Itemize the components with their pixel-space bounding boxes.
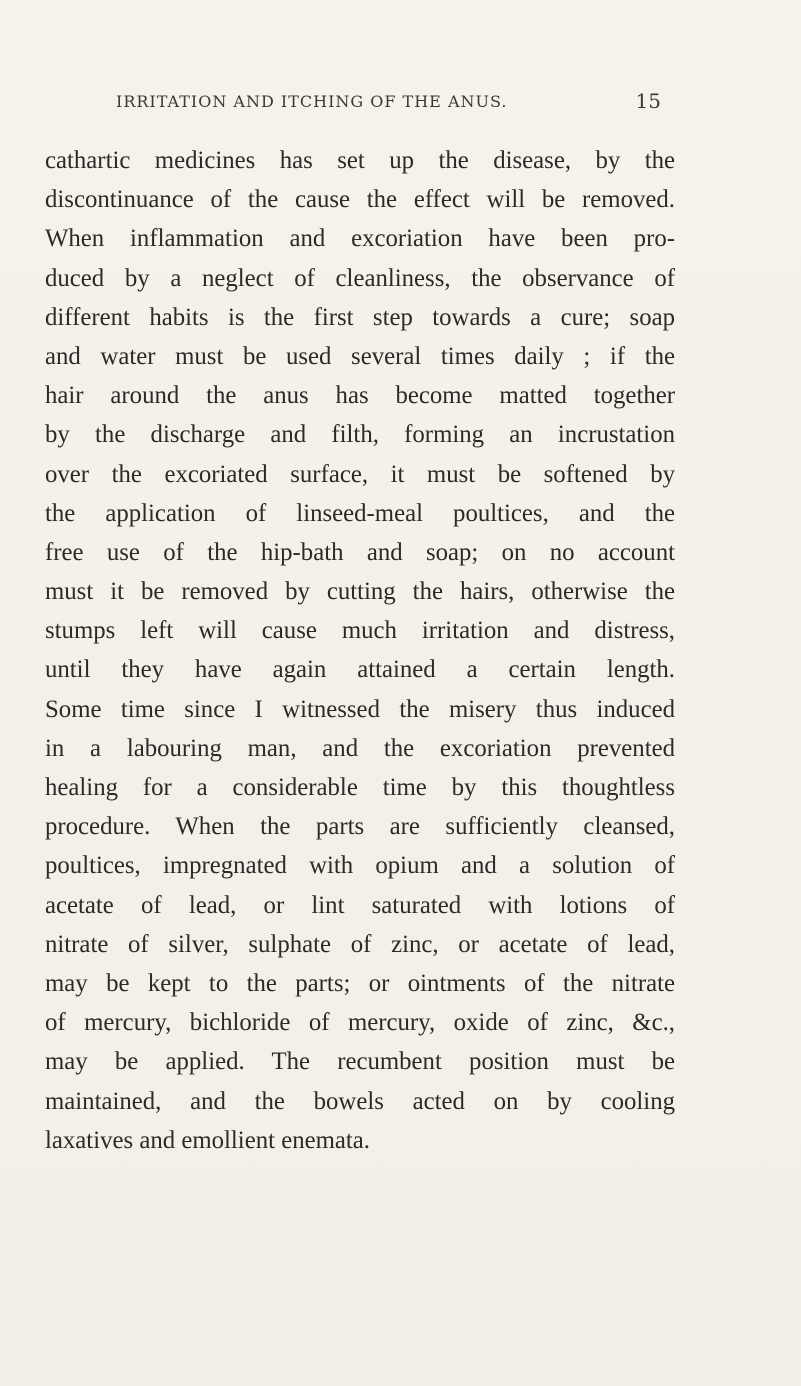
text-line: acetate of lead, or lint saturated with lotions of <box>45 891 675 919</box>
text-line: and water must be used several times daily ; if the <box>45 342 675 370</box>
text-line: maintained, and the bowels acted on by cooling <box>45 1087 675 1115</box>
running-head <box>116 89 661 116</box>
text-line: different habits is the first step towards a cure; soap <box>45 303 675 331</box>
text-line: cathartic medicines has set up the disease, by the <box>45 147 675 174</box>
text-line: Some time since I witnessed the misery thus induced <box>45 695 675 723</box>
text-line: over the excoriated surface, it must be softened by <box>45 460 675 488</box>
text-line-last: laxatives and emollient enemata. <box>45 1126 370 1154</box>
page-number: 15 <box>635 89 661 113</box>
text-line: by the discharge and filth, forming an incrustation <box>45 421 675 449</box>
text-line: discontinuance of the cause the effect will be removed. <box>45 186 675 214</box>
text-line: in a labouring man, and the excoriation prevented <box>45 734 675 762</box>
text-line: must it be removed by cutting the hairs, otherwise the <box>45 578 675 606</box>
text-line: nitrate of silver, sulphate of zinc, or acetate of lead, <box>45 930 675 958</box>
text-line: of mercury, bichloride of mercury, oxide of zinc, &c., <box>45 1009 675 1037</box>
text-line: healing for a considerable time by this thoughtless <box>45 774 675 801</box>
text-line: free use of the hip-bath and soap; on no account <box>45 538 675 566</box>
text-line: hair around the anus has become matted together <box>45 382 675 410</box>
text-line: poultices, impregnated with opium and a solution of <box>45 852 675 880</box>
text-line: may be applied. The recumbent position must be <box>45 1048 675 1076</box>
text-line: the application of linseed-meal poultices, and the <box>45 499 675 527</box>
text-line: may be kept to the parts; or ointments of the nitrate <box>45 969 675 997</box>
text-line: procedure. When the parts are sufficiently cleansed, <box>45 813 675 841</box>
text-line: duced by a neglect of cleanliness, the observance of <box>45 264 675 292</box>
text-line: until they have again attained a certain length. <box>45 656 675 684</box>
text-line: When inflammation and excoriation have been pro- <box>45 225 675 253</box>
text-line: stumps left will cause much irritation and distress, <box>45 617 675 645</box>
body-paragraph <box>45 141 675 1160</box>
running-title: IRRITATION AND ITCHING OF THE ANUS. <box>116 92 508 111</box>
